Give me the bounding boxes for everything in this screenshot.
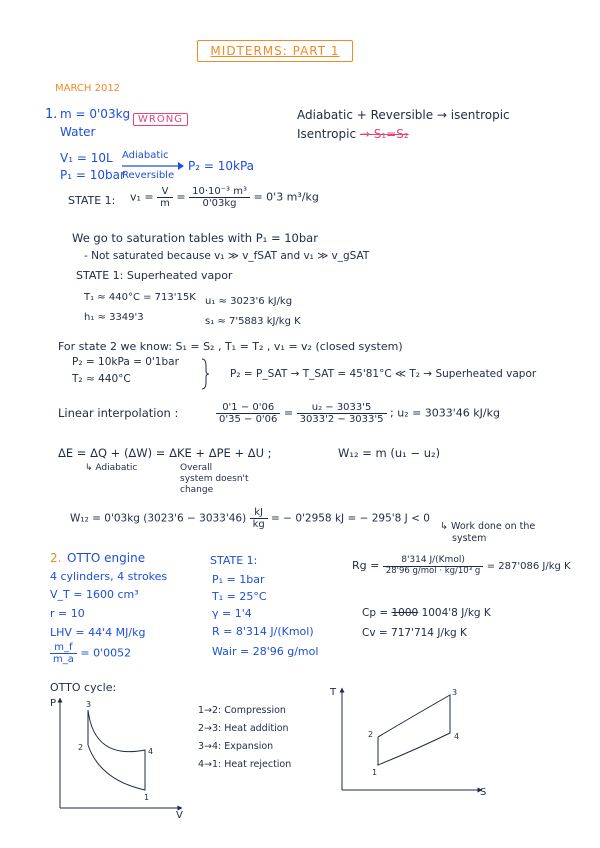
otto-step-2: 2→3: Heat addition [198, 723, 289, 734]
state2-p2-conversion: P₂ = 10kPa = 0'1bar [72, 356, 179, 368]
isentropic-note-2 [297, 128, 409, 141]
problem2-vt: V_T = 1600 cm³ [50, 588, 139, 601]
problem2-p1: P₁ = 1bar [212, 573, 265, 586]
ts-point-2: 2 [368, 730, 374, 739]
energy-balance-eq: ΔE = ΔQ + (ΔW) = ΔKE + ΔPE + ΔU ; [58, 446, 272, 460]
page-title: MIDTERMS: PART 1 [210, 44, 340, 58]
rg-result: = 287'086 J/kg K [486, 561, 571, 573]
state1-volume-result: = 0'3 m³/kg [253, 190, 319, 204]
fraction-den: 0'03kg [202, 198, 237, 209]
state1-eq-prefix: v₁ = [130, 190, 154, 204]
pv-diagram [40, 690, 200, 820]
work-note-2: system [452, 533, 487, 544]
fraction-den: kg [252, 519, 265, 530]
rg-label: Rg = [352, 559, 380, 573]
problem1-mass: m = 0'03kg [60, 107, 131, 121]
ts-point-4: 4 [454, 732, 460, 741]
problem1-number: 1. [45, 107, 58, 122]
fraction-values [189, 186, 250, 209]
isentropic-note-1: Adiabatic + Reversible → isentropic [297, 108, 510, 122]
fraction-num: m_f [50, 642, 77, 654]
interpolation-eq: $\frac{0'1 - 0'06}{0'35 - 0'06}$ = $\frac{\text{u₂ − 3033'5}}{3033'2 - 3033'5}$ ; u₂ = 3033'46 kJ/kg [216, 402, 500, 425]
work-result: = − 0'2958 kJ = − 295'8 J < 0 [271, 512, 430, 525]
overall-note-2: system doesn't [180, 474, 249, 484]
state2-t2: T₂ ≈ 440°C [72, 373, 131, 385]
fraction-num: 0'1 − 0'06 [216, 402, 280, 414]
ts-cycle-path [378, 695, 450, 765]
problem2-t1: T₁ = 25°C [212, 590, 267, 603]
problem2-state1-label: STATE 1: [210, 554, 258, 567]
state1-volume-eq: v₁ = $\frac{V}{m}$ = $\frac{\text{10·10⁻³ m³}}{0'03kg}$ = 0'3 m³/kg [130, 186, 319, 209]
process-reversible: Reversible [122, 170, 175, 181]
pv-point-3: 3 [86, 700, 92, 709]
wrong-tag-box [133, 108, 188, 126]
interp-fraction-2 [297, 402, 387, 425]
problem2-title: OTTO engine [67, 551, 146, 565]
work-note-1: ↳ Work done on the [440, 521, 536, 532]
not-saturated-line: - Not saturated because v₁ ≫ v_fSAT and v₁ ≫ v_gSAT [84, 250, 370, 262]
rg-eq [352, 556, 571, 576]
state2-line: For state 2 we know: S₁ = S₂ , T₁ = T₂ , v₁ = v₂ (closed system) [58, 340, 403, 353]
fraction-den: 28'96 g/mol · kg/10³ g [385, 565, 481, 576]
problem1-p1: P₁ = 10bar [60, 168, 125, 182]
fraction-num: 8'314 J/(Kmol) [383, 556, 483, 567]
problem2-cylinders: 4 cylinders, 4 strokes [50, 570, 168, 583]
page-title-box [197, 40, 353, 62]
ts-y-label: T [330, 687, 337, 698]
problem2-r: r = 10 [50, 607, 85, 620]
interpolation-result: ; u₂ = 3033'46 kJ/kg [390, 406, 500, 420]
ts-point-1: 1 [372, 768, 378, 777]
otto-step-4: 4→1: Heat rejection [198, 759, 292, 770]
overall-note-1: Overall [180, 463, 213, 473]
cv-line: Cv = 717'714 J/kg K [362, 627, 467, 639]
state1-u1: u₁ ≈ 3023'6 kJ/kg [205, 296, 293, 307]
isentropic-note-struck: → S₁=S₂ [359, 127, 409, 141]
fraction-num: u₂ − 3033'5 [297, 402, 387, 414]
isentropic-note-prefix: Isentropic [297, 127, 357, 141]
cp-prefix: Cp = [362, 607, 389, 619]
problem2-number: 2. [50, 551, 62, 565]
fraction-den: 0'35 − 0'06 [219, 414, 278, 425]
pv-x-label: V [176, 810, 183, 820]
pv-point-4: 4 [148, 747, 154, 756]
state1-h1: h₁ ≈ 3349'3 [84, 312, 144, 323]
work-eq-line [70, 507, 430, 530]
fraction-num: V [157, 186, 173, 198]
problem2-gamma: γ = 1'4 [212, 607, 252, 620]
fraction-den: m [160, 198, 170, 209]
problem2-fuel-ratio [50, 642, 131, 665]
fraction-den: m_a [53, 654, 74, 665]
problem1-substance: Water [60, 125, 96, 139]
problem2-lhv: LHV = 44'4 MJ/kg [50, 626, 146, 639]
state1-s1: s₁ ≈ 7'5883 kJ/kg K [205, 316, 301, 327]
cp-value: 1004'8 J/kg K [421, 607, 491, 619]
fraction-den: 3033'2 − 3033'5 [299, 414, 384, 425]
overall-note-3: change [180, 485, 214, 495]
ts-point-3: 3 [452, 688, 458, 697]
process-adiabatic: Adiabatic [122, 150, 169, 161]
work-unit [250, 507, 268, 530]
work-eq: W₁₂ = 0'03kg (3023'6 − 3033'46) [70, 512, 247, 525]
ts-diagram [320, 685, 490, 800]
w12-eq: W₁₂ = m (u₁ − u₂) [338, 446, 441, 460]
interp-fraction-1 [216, 402, 280, 425]
ts-x-label: S [480, 787, 487, 798]
pv-cycle-path [88, 710, 145, 790]
fraction-num: 10·10⁻³ m³ [189, 186, 250, 198]
fraction-v-over-m [157, 186, 173, 209]
problem1-p2: P₂ = 10kPa [188, 159, 254, 173]
problem2-wair: Wair = 28'96 g/mol [212, 645, 319, 658]
tables-line: We go to saturation tables with P₁ = 10bar [72, 231, 318, 245]
state2-p2-compare: P₂ = P_SAT → T_SAT = 45'81°C ≪ T₂ → Superheated vapor [230, 368, 537, 380]
state1-t1: T₁ ≈ 440°C = 713'15K [84, 292, 196, 303]
pv-point-1: 1 [144, 793, 150, 802]
brace-icon [200, 358, 210, 390]
pv-point-2: 2 [78, 743, 84, 752]
cp-line [362, 608, 491, 620]
otto-cycle-label: OTTO cycle: [50, 681, 117, 694]
wrong-tag: WRONG [133, 113, 188, 126]
pv-y-label: P [50, 698, 57, 709]
process-arrow [122, 162, 184, 170]
problem1-v1: V₁ = 10L [60, 151, 113, 165]
otto-step-3: 3→4: Expansion [198, 741, 274, 752]
interpolation-label: Linear interpolation : [58, 406, 179, 420]
otto-step-1: 1→2: Compression [198, 705, 286, 716]
exam-date: MARCH 2012 [55, 83, 121, 94]
state1-superheated: STATE 1: Superheated vapor [76, 269, 233, 282]
cp-struck: 1000 [391, 607, 419, 619]
state1-label: STATE 1: [68, 194, 116, 207]
rg-fraction [383, 556, 483, 576]
problem2-R: R = 8'314 J/(Kmol) [212, 625, 314, 638]
ratio-fraction [50, 642, 77, 665]
ratio-value: = 0'0052 [80, 646, 132, 660]
adiabatic-note: ↳ Adiabatic [85, 463, 138, 473]
fraction-num: kJ [250, 507, 268, 519]
